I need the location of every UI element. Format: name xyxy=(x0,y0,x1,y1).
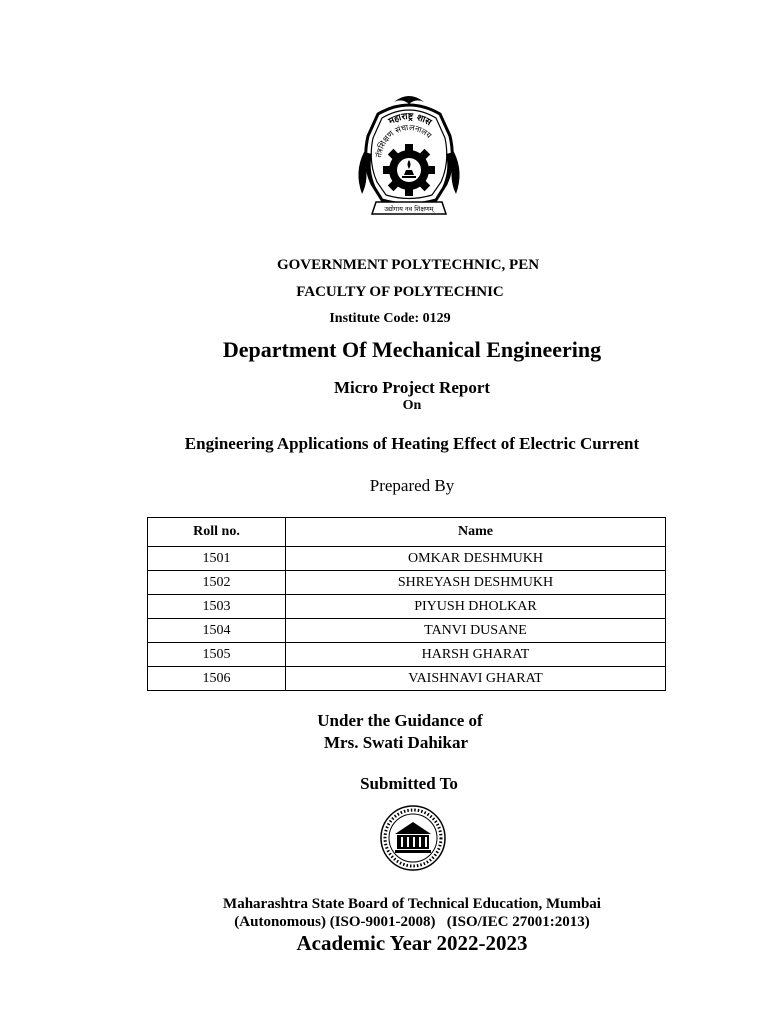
submitted-to-label: Submitted To xyxy=(360,774,458,793)
institute-code: Institute Code: 0129 xyxy=(329,311,451,326)
roll-cell: 1505 xyxy=(148,643,286,667)
prepared-by-label: Prepared By xyxy=(369,476,455,495)
academic-year: Academic Year 2022-2023 xyxy=(296,931,528,955)
emblem-top-text: महाराष्ट्र शास xyxy=(387,111,433,129)
table-row xyxy=(148,619,666,643)
guide-name: Mrs. Swati Dahikar xyxy=(323,733,469,752)
roll-cell: 1503 xyxy=(148,595,286,619)
name-cell: HARSH GHARAT xyxy=(286,643,666,667)
name-cell: TANVI DUSANE xyxy=(286,619,666,643)
student-table xyxy=(147,517,666,691)
roll-cell: 1501 xyxy=(148,547,286,571)
guidance-label: Under the Guidance of xyxy=(317,711,483,730)
faculty-name: FACULTY OF POLYTECHNIC xyxy=(296,284,504,300)
report-type: Micro Project Report xyxy=(333,378,491,397)
name-cell: OMKAR DESHMUKH xyxy=(286,547,666,571)
table-row xyxy=(148,595,666,619)
emblem-arc-text: तंत्रशिक्षण संचालनालय xyxy=(373,122,434,159)
emblem-motto: उद्योगाय नव शिक्षणम् xyxy=(384,205,434,213)
report-on: On xyxy=(402,398,422,413)
institution-name: GOVERNMENT POLYTECHNIC, PEN xyxy=(276,257,540,273)
roll-cell: 1504 xyxy=(148,619,286,643)
name-cell: SHREYASH DESHMUKH xyxy=(286,571,666,595)
name-cell: VAISHNAVI GHARAT xyxy=(286,667,666,691)
table-row xyxy=(148,643,666,667)
board-certifications: (Autonomous) (ISO-9001-2008) (ISO/IEC 27001:2013) xyxy=(234,914,590,930)
table-row xyxy=(148,667,666,691)
board-name: Maharashtra State Board of Technical Education, Mumbai xyxy=(223,896,601,912)
table-row xyxy=(148,571,666,595)
msbte-logo-icon xyxy=(377,804,449,872)
report-title: Engineering Applications of Heating Effect of Electric Current xyxy=(184,434,640,453)
table-row xyxy=(148,547,666,571)
svg-text:महाराष्ट्र शासन xyxy=(350,92,434,129)
institute-emblem-icon xyxy=(350,92,468,220)
roll-cell: 1506 xyxy=(148,667,286,691)
department-title: Department Of Mechanical Engineering xyxy=(222,337,602,362)
roll-cell: 1502 xyxy=(148,571,286,595)
table-header-row xyxy=(148,518,666,547)
column-header-roll: Roll no. xyxy=(148,518,286,547)
name-cell: PIYUSH DHOLKAR xyxy=(286,595,666,619)
column-header-name: Name xyxy=(286,518,666,547)
